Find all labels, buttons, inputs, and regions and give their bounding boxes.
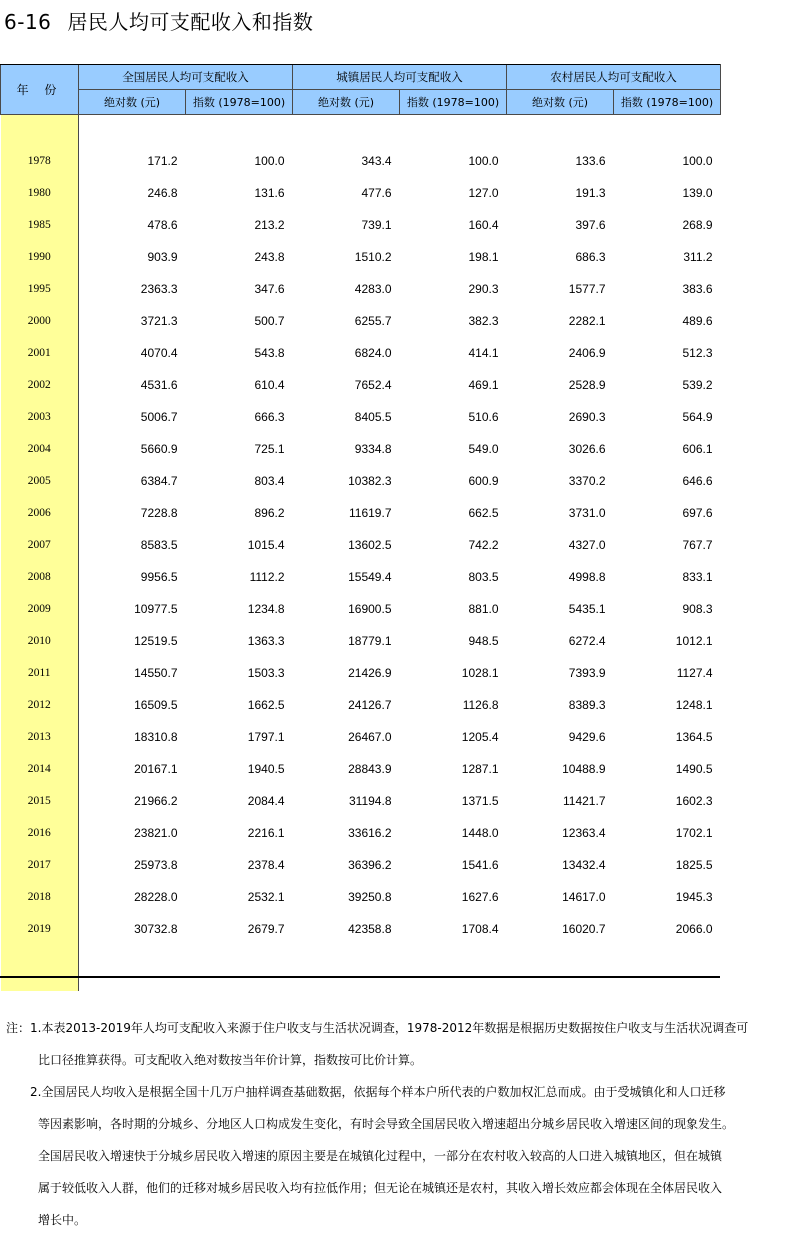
rural-absolute-cell: 686.3 bbox=[575, 250, 606, 264]
urban-absolute-cell: 7652.4 bbox=[354, 378, 392, 392]
national-index-cell: 2532.1 bbox=[247, 890, 285, 904]
rural-absolute-cell: 3026.6 bbox=[568, 442, 606, 456]
national-index-cell: 543.8 bbox=[254, 346, 285, 360]
subheader-urban-index: 指数 (1978=100) bbox=[400, 90, 507, 115]
national-absolute-cell: 4531.6 bbox=[140, 378, 178, 392]
national-absolute-cell: 9956.5 bbox=[140, 570, 178, 584]
urban-index-cell: 803.5 bbox=[468, 570, 499, 584]
national-absolute-cell: 5006.7 bbox=[140, 410, 178, 424]
rural-absolute-cell: 11421.7 bbox=[563, 794, 606, 808]
urban-index-cell: 100.0 bbox=[468, 154, 499, 168]
table-row bbox=[1, 817, 721, 849]
national-index-cell: 896.2 bbox=[254, 506, 285, 520]
table-top-rule bbox=[0, 64, 720, 65]
rural-index-cell: 646.6 bbox=[682, 474, 713, 488]
urban-index-cell: 549.0 bbox=[468, 442, 499, 456]
subheader-national-index: 指数 (1978=100) bbox=[186, 90, 293, 115]
table-row bbox=[1, 657, 721, 689]
urban-index-cell: 160.4 bbox=[468, 218, 499, 232]
group-header-national: 全国居民人均可支配收入 bbox=[79, 65, 293, 90]
year-cell: 1985 bbox=[1, 209, 79, 241]
national-index-cell: 1940.5 bbox=[247, 762, 285, 776]
urban-index-cell: 948.5 bbox=[468, 634, 499, 648]
rural-index-cell: 1364.5 bbox=[675, 730, 713, 744]
national-index-cell: 610.4 bbox=[254, 378, 285, 392]
urban-absolute-cell: 1510.2 bbox=[354, 250, 392, 264]
table-row bbox=[1, 177, 721, 209]
year-cell: 2015 bbox=[1, 785, 79, 817]
rural-absolute-cell: 2282.1 bbox=[568, 314, 606, 328]
rural-absolute-cell: 3731.0 bbox=[568, 506, 606, 520]
national-absolute-cell: 10977.5 bbox=[134, 602, 178, 616]
rural-absolute-cell: 16020.7 bbox=[562, 922, 606, 936]
year-cell: 1978 bbox=[1, 145, 79, 177]
urban-absolute-cell: 26467.0 bbox=[348, 730, 392, 744]
urban-index-cell: 1028.1 bbox=[461, 666, 499, 680]
national-index-cell: 666.3 bbox=[254, 410, 285, 424]
urban-index-cell: 127.0 bbox=[468, 186, 499, 200]
urban-index-cell: 1126.8 bbox=[462, 698, 499, 712]
national-absolute-cell: 6384.7 bbox=[140, 474, 178, 488]
table-row bbox=[1, 401, 721, 433]
rural-index-cell: 139.0 bbox=[682, 186, 713, 200]
rural-index-cell: 564.9 bbox=[682, 410, 713, 424]
rural-index-cell: 1127.4 bbox=[676, 666, 713, 680]
note-line: 等因素影响，各时期的分城乡、分地区人口构成发生变化，有时会导致全国居民收入增速超出分城乡居民收入增速区间的现象发生。 bbox=[38, 1117, 735, 1131]
national-absolute-cell: 25973.8 bbox=[134, 858, 178, 872]
rural-absolute-cell: 6272.4 bbox=[568, 634, 606, 648]
national-absolute-cell: 28228.0 bbox=[134, 890, 178, 904]
national-index-cell: 1015.4 bbox=[247, 538, 285, 552]
rural-index-cell: 697.6 bbox=[682, 506, 713, 520]
rural-absolute-cell: 14617.0 bbox=[562, 890, 606, 904]
national-index-cell: 1503.3 bbox=[247, 666, 285, 680]
national-absolute-cell: 16509.5 bbox=[134, 698, 178, 712]
table-row bbox=[1, 881, 721, 913]
urban-index-cell: 1541.6 bbox=[461, 858, 499, 872]
year-cell: 1995 bbox=[1, 273, 79, 305]
urban-absolute-cell: 15549.4 bbox=[348, 570, 392, 584]
year-cell: 2016 bbox=[1, 817, 79, 849]
national-index-cell: 2378.4 bbox=[247, 858, 285, 872]
table-row bbox=[1, 593, 721, 625]
table-row bbox=[1, 689, 721, 721]
rural-absolute-cell: 13432.4 bbox=[562, 858, 606, 872]
year-cell: 2018 bbox=[1, 881, 79, 913]
table-notes bbox=[6, 1012, 796, 1236]
rural-absolute-cell: 7393.9 bbox=[568, 666, 606, 680]
urban-index-cell: 198.1 bbox=[468, 250, 499, 264]
table-row bbox=[1, 209, 721, 241]
year-cell: 2009 bbox=[1, 593, 79, 625]
table-spacer-row bbox=[1, 945, 721, 991]
national-index-cell: 100.0 bbox=[254, 154, 285, 168]
rural-absolute-cell: 4998.8 bbox=[568, 570, 606, 584]
national-absolute-cell: 903.9 bbox=[147, 250, 178, 264]
urban-absolute-cell: 477.6 bbox=[361, 186, 392, 200]
urban-index-cell: 414.1 bbox=[468, 346, 499, 360]
year-cell: 2000 bbox=[1, 305, 79, 337]
year-cell: 2019 bbox=[1, 913, 79, 945]
table-row bbox=[1, 561, 721, 593]
urban-absolute-cell: 16900.5 bbox=[348, 602, 392, 616]
national-absolute-cell: 30732.8 bbox=[134, 922, 178, 936]
note-line: 注：1.本表2013-2019年人均可支配收入来源于住户收支与生活状况调查，1978-2012年数据是根据历史数据按住户收支与生活状况调查可 bbox=[6, 1021, 749, 1035]
rural-index-cell: 606.1 bbox=[682, 442, 713, 456]
rural-absolute-cell: 397.6 bbox=[575, 218, 606, 232]
rural-index-cell: 1490.5 bbox=[675, 762, 713, 776]
rural-index-cell: 539.2 bbox=[682, 378, 713, 392]
national-index-cell: 347.6 bbox=[254, 282, 285, 296]
rural-index-cell: 1602.3 bbox=[675, 794, 713, 808]
national-index-cell: 131.6 bbox=[254, 186, 285, 200]
urban-absolute-cell: 33616.2 bbox=[348, 826, 392, 840]
national-index-cell: 2084.4 bbox=[247, 794, 285, 808]
subheader-rural-absolute: 绝对数 (元) bbox=[507, 90, 614, 115]
rural-index-cell: 1702.1 bbox=[675, 826, 713, 840]
urban-index-cell: 1371.5 bbox=[461, 794, 499, 808]
note-line: 全国居民收入增速快于分城乡居民收入增速的原因主要是在城镇化过程中，一部分在农村收入较高的人口进入城镇地区，但在城镇 bbox=[38, 1149, 723, 1163]
year-cell: 2007 bbox=[1, 529, 79, 561]
rural-absolute-cell: 9429.6 bbox=[568, 730, 606, 744]
rural-index-cell: 311.2 bbox=[683, 250, 713, 264]
year-cell: 2005 bbox=[1, 465, 79, 497]
national-absolute-cell: 14550.7 bbox=[134, 666, 178, 680]
urban-absolute-cell: 13602.5 bbox=[348, 538, 392, 552]
national-absolute-cell: 4070.4 bbox=[140, 346, 178, 360]
year-cell: 2012 bbox=[1, 689, 79, 721]
national-absolute-cell: 3721.3 bbox=[140, 314, 178, 328]
national-absolute-cell: 478.6 bbox=[147, 218, 178, 232]
rural-index-cell: 908.3 bbox=[682, 602, 713, 616]
rural-index-cell: 767.7 bbox=[682, 538, 713, 552]
rural-index-cell: 1248.1 bbox=[675, 698, 713, 712]
table-number: 6-16 bbox=[4, 10, 52, 34]
rural-absolute-cell: 10488.9 bbox=[562, 762, 606, 776]
table-row bbox=[1, 849, 721, 881]
table-row bbox=[1, 145, 721, 177]
urban-absolute-cell: 24126.7 bbox=[348, 698, 392, 712]
rural-absolute-cell: 2406.9 bbox=[568, 346, 606, 360]
national-index-cell: 803.4 bbox=[254, 474, 285, 488]
urban-index-cell: 1627.6 bbox=[461, 890, 499, 904]
national-absolute-cell: 171.2 bbox=[147, 154, 178, 168]
table-row bbox=[1, 625, 721, 657]
subheader-rural-index: 指数 (1978=100) bbox=[614, 90, 721, 115]
table-body bbox=[1, 115, 721, 992]
national-index-cell: 500.7 bbox=[254, 314, 285, 328]
rural-index-cell: 383.6 bbox=[682, 282, 713, 296]
rural-absolute-cell: 4327.0 bbox=[568, 538, 606, 552]
urban-absolute-cell: 18779.1 bbox=[348, 634, 392, 648]
urban-absolute-cell: 31194.8 bbox=[349, 794, 392, 808]
national-index-cell: 2216.1 bbox=[247, 826, 285, 840]
year-cell: 1980 bbox=[1, 177, 79, 209]
national-index-cell: 1662.5 bbox=[247, 698, 285, 712]
urban-absolute-cell: 6824.0 bbox=[354, 346, 392, 360]
subheader-national-absolute: 绝对数 (元) bbox=[79, 90, 186, 115]
page-title bbox=[4, 6, 313, 35]
rural-index-cell: 100.0 bbox=[682, 154, 713, 168]
rural-absolute-cell: 5435.1 bbox=[568, 602, 606, 616]
table-row bbox=[1, 465, 721, 497]
urban-absolute-cell: 6255.7 bbox=[354, 314, 392, 328]
urban-absolute-cell: 39250.8 bbox=[348, 890, 392, 904]
urban-index-cell: 1287.1 bbox=[461, 762, 499, 776]
rural-absolute-cell: 8389.3 bbox=[568, 698, 606, 712]
urban-absolute-cell: 739.1 bbox=[361, 218, 392, 232]
table-row bbox=[1, 433, 721, 465]
rural-absolute-cell: 133.6 bbox=[575, 154, 606, 168]
note-line: 属于较低收入人群，他们的迁移对城乡居民收入均有拉低作用；但无论在城镇还是农村，其收入增长效应都会体现在全体居民收入 bbox=[38, 1181, 723, 1195]
year-cell: 2010 bbox=[1, 625, 79, 657]
note-line: 增长中。 bbox=[38, 1213, 87, 1227]
national-index-cell: 1363.3 bbox=[247, 634, 285, 648]
rural-index-cell: 268.9 bbox=[682, 218, 713, 232]
national-absolute-cell: 5660.9 bbox=[140, 442, 178, 456]
urban-absolute-cell: 8405.5 bbox=[354, 410, 392, 424]
urban-index-cell: 510.6 bbox=[468, 410, 499, 424]
year-cell: 2003 bbox=[1, 401, 79, 433]
table-row bbox=[1, 497, 721, 529]
urban-absolute-cell: 36396.2 bbox=[348, 858, 392, 872]
table-title: 居民人均可支配收入和指数 bbox=[67, 10, 314, 34]
rural-index-cell: 489.6 bbox=[682, 314, 713, 328]
national-index-cell: 725.1 bbox=[254, 442, 285, 456]
rural-index-cell: 2066.0 bbox=[675, 922, 713, 936]
national-index-cell: 243.8 bbox=[254, 250, 285, 264]
table-row bbox=[1, 753, 721, 785]
year-cell: 2017 bbox=[1, 849, 79, 881]
group-header-urban: 城镇居民人均可支配收入 bbox=[293, 65, 507, 90]
urban-index-cell: 662.5 bbox=[468, 506, 499, 520]
table-row bbox=[1, 241, 721, 273]
income-table bbox=[0, 64, 721, 991]
rural-absolute-cell: 3370.2 bbox=[568, 474, 606, 488]
urban-absolute-cell: 9334.8 bbox=[354, 442, 392, 456]
table-row bbox=[1, 529, 721, 561]
urban-index-cell: 290.3 bbox=[468, 282, 499, 296]
rural-index-cell: 1825.5 bbox=[675, 858, 713, 872]
national-absolute-cell: 7228.8 bbox=[140, 506, 178, 520]
income-table-container bbox=[0, 64, 720, 991]
year-cell: 2001 bbox=[1, 337, 79, 369]
urban-absolute-cell: 11619.7 bbox=[349, 506, 392, 520]
table-header bbox=[1, 65, 721, 115]
urban-index-cell: 382.3 bbox=[468, 314, 499, 328]
national-index-cell: 2679.7 bbox=[247, 922, 285, 936]
national-absolute-cell: 2363.3 bbox=[140, 282, 178, 296]
national-absolute-cell: 20167.1 bbox=[134, 762, 178, 776]
rural-absolute-cell: 1577.7 bbox=[568, 282, 606, 296]
urban-absolute-cell: 28843.9 bbox=[348, 762, 392, 776]
table-spacer-row bbox=[1, 115, 721, 146]
national-absolute-cell: 246.8 bbox=[147, 186, 178, 200]
year-cell: 2014 bbox=[1, 753, 79, 785]
note-line: 比口径推算获得。可支配收入绝对数按当年价计算，指数按可比价计算。 bbox=[38, 1053, 423, 1067]
table-bottom-rule bbox=[0, 976, 720, 978]
year-cell: 2013 bbox=[1, 721, 79, 753]
national-index-cell: 1234.8 bbox=[247, 602, 285, 616]
group-header-rural: 农村居民人均可支配收入 bbox=[507, 65, 721, 90]
national-absolute-cell: 23821.0 bbox=[134, 826, 178, 840]
urban-absolute-cell: 42358.8 bbox=[348, 922, 392, 936]
year-cell: 2006 bbox=[1, 497, 79, 529]
table-row bbox=[1, 337, 721, 369]
year-cell: 2004 bbox=[1, 433, 79, 465]
note-line: 2.全国居民人均收入是根据全国十几万户抽样调查基础数据，依据每个样本户所代表的户数加权汇总而成。由于受城镇化和人口迁移 bbox=[30, 1085, 726, 1099]
subheader-urban-absolute: 绝对数 (元) bbox=[293, 90, 400, 115]
national-index-cell: 1112.2 bbox=[249, 570, 285, 584]
national-absolute-cell: 12519.5 bbox=[134, 634, 178, 648]
table-row bbox=[1, 721, 721, 753]
national-index-cell: 1797.1 bbox=[247, 730, 285, 744]
rural-index-cell: 1945.3 bbox=[675, 890, 713, 904]
rural-absolute-cell: 2528.9 bbox=[568, 378, 606, 392]
rural-index-cell: 512.3 bbox=[682, 346, 713, 360]
year-cell: 1990 bbox=[1, 241, 79, 273]
urban-index-cell: 600.9 bbox=[468, 474, 499, 488]
urban-absolute-cell: 10382.3 bbox=[348, 474, 392, 488]
year-cell: 2008 bbox=[1, 561, 79, 593]
urban-absolute-cell: 21426.9 bbox=[348, 666, 392, 680]
national-index-cell: 213.2 bbox=[254, 218, 285, 232]
urban-index-cell: 469.1 bbox=[468, 378, 499, 392]
year-cell: 2011 bbox=[1, 657, 79, 689]
urban-absolute-cell: 4283.0 bbox=[354, 282, 392, 296]
urban-index-cell: 1448.0 bbox=[461, 826, 499, 840]
table-row bbox=[1, 785, 721, 817]
urban-absolute-cell: 343.4 bbox=[361, 154, 392, 168]
rural-index-cell: 1012.1 bbox=[675, 634, 713, 648]
table-row bbox=[1, 305, 721, 337]
year-cell: 2002 bbox=[1, 369, 79, 401]
rural-absolute-cell: 191.3 bbox=[575, 186, 606, 200]
rural-index-cell: 833.1 bbox=[682, 570, 713, 584]
national-absolute-cell: 8583.5 bbox=[140, 538, 178, 552]
table-row bbox=[1, 369, 721, 401]
year-column-header: 年 份 bbox=[1, 65, 79, 115]
national-absolute-cell: 21966.2 bbox=[134, 794, 178, 808]
urban-index-cell: 1205.4 bbox=[461, 730, 499, 744]
urban-index-cell: 1708.4 bbox=[461, 922, 499, 936]
table-row bbox=[1, 913, 721, 945]
national-absolute-cell: 18310.8 bbox=[134, 730, 178, 744]
rural-absolute-cell: 2690.3 bbox=[568, 410, 606, 424]
rural-absolute-cell: 12363.4 bbox=[562, 826, 606, 840]
urban-index-cell: 881.0 bbox=[468, 602, 499, 616]
urban-index-cell: 742.2 bbox=[468, 538, 499, 552]
table-row bbox=[1, 273, 721, 305]
